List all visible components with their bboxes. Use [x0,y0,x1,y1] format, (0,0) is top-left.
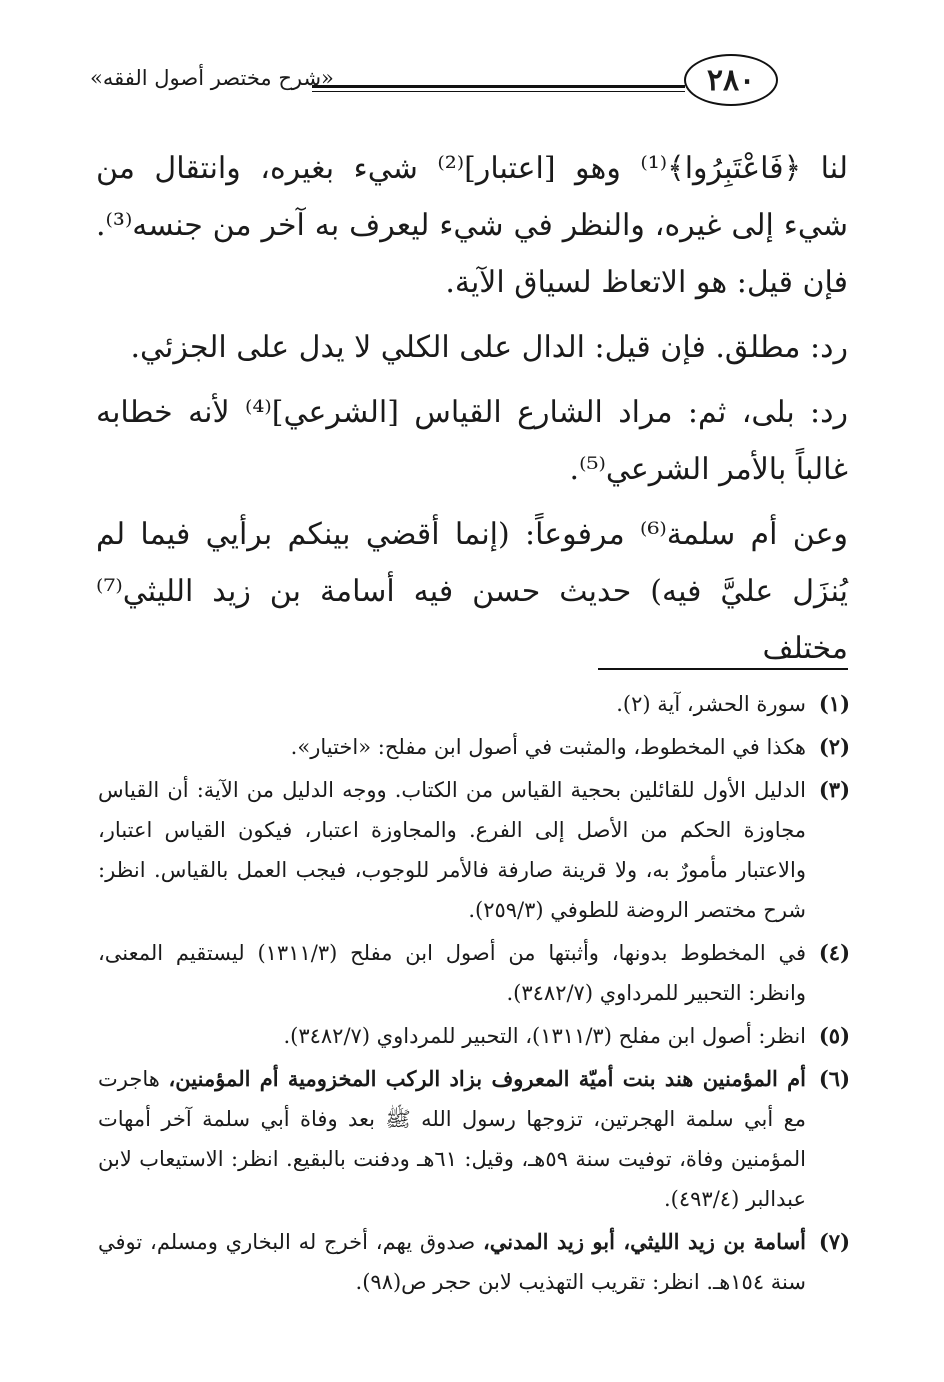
paragraph [96,506,848,677]
footnote-number: (٣) [818,777,850,802]
footnote-number: (٥) [818,1023,850,1048]
footnote [98,933,850,1013]
footnote-number: (٦) [818,1066,850,1091]
paragraph-text: رد: بلى، ثم: مراد الشارع القياس [الشرعي]⁽⁴⁾ لأنه خطابه غالباً بالأمر الشرعي⁽⁵⁾. [96,395,848,487]
footnote [98,727,850,767]
footnote-text: في المخطوط بدونها، وأثبتها من أصول ابن مفلح (١٣١١/٣) ليستقيم المعنى، وانظر: التحبير للمرداوي (٣٤٨٢/٧). [98,941,806,1005]
footnote-number: (٢) [818,734,850,759]
page-number: ٢٨٠ [684,54,778,106]
header-rule-thin [312,91,685,92]
footnote [98,1016,850,1056]
footnote [98,684,850,724]
footnote-text: هاجرت مع أبي سلمة الهجرتين، تزوجها رسول الله ﷺ بعد وفاة أبي سلمة آخر أمهات المؤمنين وفاة، توفيت سنة ٥٩هـ، وقيل: ٦١هـ ودفنت بالبقيع. انظر: الاستيعاب لابن عبدالبر (٤٩٣/٤). [98,1067,806,1211]
footnote-text: هكذا في المخطوط، والمثبت في أصول ابن مفلح: «اختيار». [290,735,806,759]
footnote-text: صدوق يهم، أخرج له البخاري ومسلم، توفي سنة ١٥٤هـ. انظر: تقريب التهذيب لابن حجر ص(٩٨). [98,1230,806,1294]
footnote [98,770,850,930]
header-rule [312,85,685,88]
paragraph [96,140,848,311]
paragraph [96,384,848,498]
footnote-text: سورة الحشر، آية (٢). [616,692,806,716]
paragraph-text: لنا ﴿فَاعْتَبِرُوا﴾⁽¹⁾ وهو [اعتبار]⁽²⁾ شيء بغيره، وانتقال من شيء إلى غيره، والنظر في شيء ليعرف به آخر من جنسه⁽³⁾. فإن قيل: هو الاتعاظ لسياق الآية. [96,151,848,300]
footnote-bold-name: أم المؤمنين هند بنت أميّة المعروف بزاد الركب المخزومية أم المؤمنين، [168,1066,806,1091]
paragraph-text: رد: مطلق. فإن قيل: الدال على الكلي لا يدل على الجزئي. [130,330,848,365]
footnote-number: (٤) [818,940,850,965]
running-title: «شرح مختصر أصول الفقه» [90,66,334,90]
footnote-number: (١) [818,691,850,716]
footnotes [98,684,850,1305]
footnote [98,1059,850,1219]
paragraph [96,319,848,376]
page-header [90,52,850,108]
footnote [98,1222,850,1302]
footnote-bold-name: أسامة بن زيد الليثي، أبو زيد المدني، [482,1229,806,1254]
footnote-number: (٧) [818,1229,850,1254]
footnote-separator [598,668,848,670]
paragraph-text: وعن أم سلمة⁽⁶⁾ مرفوعاً: (إنما أقضي بينكم برأيي فيما لم يُنزَل عليَّ فيه) حديث حسن فيه أسامة بن زيد الليثي⁽⁷⁾ مختلف [96,517,848,666]
main-text [96,140,848,685]
footnote-text: انظر: أصول ابن مفلح (١٣١١/٣)، التحبير للمرداوي (٣٤٨٢/٧). [283,1024,806,1048]
footnote-text: الدليل الأول للقائلين بحجية القياس من الكتاب. ووجه الدليل من الآية: أن القياس مجاوزة الحكم من الأصل إلى الفرع. والمجاوزة اعتبار، فيكون القياس اعتبار، والاعتبار مأمورٌ به، ولا قرينة صارفة فالأمر للوجوب، فيجب العمل بالقياس. انظر: شرح مختصر الروضة للطوفي (٢٥٩/٣). [98,778,806,922]
